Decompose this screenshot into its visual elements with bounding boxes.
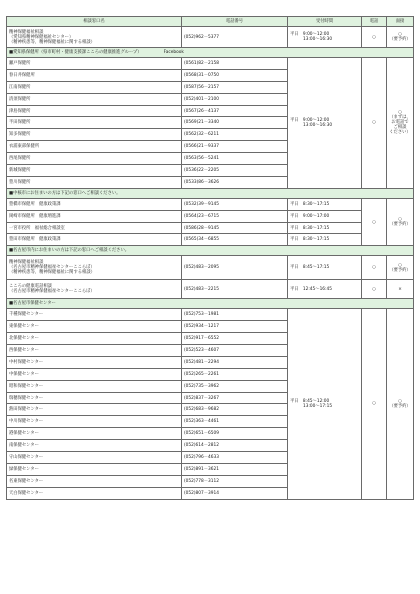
office-name-cell: 東保健センター — [7, 321, 182, 333]
office-name-cell: 港保健センター — [7, 428, 182, 440]
hours-cell — [288, 27, 362, 48]
hours-cell: 平日 8:30～17:15 — [288, 234, 362, 246]
office-name-cell: 守山保健センター — [7, 452, 182, 464]
visit-note: （要予約） — [389, 267, 411, 273]
visit-note: （要予約） — [389, 222, 411, 228]
phone-cell: (0566)21－9337 — [182, 141, 288, 153]
phone-cell: (052)735－3962 — [182, 380, 288, 392]
office-name-cell: 南保健センター — [7, 440, 182, 452]
visit-note: ください） — [389, 130, 411, 136]
phone-cell: (0569)21－3340 — [182, 117, 288, 129]
phone-cell: (0586)28－9145 — [182, 222, 288, 234]
phone-cell: (0587)56－2157 — [182, 81, 288, 93]
phone-cell: (052)483－2095 — [182, 256, 288, 280]
hours-cell — [288, 58, 362, 189]
office-name-line: （精神疾患等、精神保健福祉に関する相談） — [9, 270, 95, 276]
visit-mark: ○ — [398, 110, 402, 116]
visit-cell: × — [387, 280, 414, 299]
office-name-line: 精神保健福祉相談 — [9, 29, 44, 35]
hours-cell: 平日 8:30～17:15 — [288, 222, 362, 234]
office-name-cell: 名東保健センター — [7, 475, 182, 487]
office-name-cell: 清須保健所 — [7, 93, 182, 105]
office-name-cell: 緑保健センター — [7, 463, 182, 475]
phone-cell: (052)683－9682 — [182, 404, 288, 416]
office-name-cell: 半田保健所 — [7, 117, 182, 129]
consultation-table — [6, 16, 414, 500]
phone-cell: (052)523－4607 — [182, 345, 288, 357]
office-name-cell: 岡崎市保健所 健康増進課 — [7, 210, 182, 222]
phone-cell: (0564)23－6715 — [182, 210, 288, 222]
section-header-prefecture — [7, 48, 414, 58]
visit-note: （まずは、 — [389, 115, 411, 121]
hours-line: 平日 8:45～12:00 — [290, 398, 330, 404]
phone-cell: (052)962－5377 — [182, 27, 288, 48]
office-name-cell — [7, 256, 182, 280]
phone-cell: (052)807－3914 — [182, 487, 288, 499]
hours-cell: 平日 9:00～17:00 — [288, 210, 362, 222]
visit-mark: ○ — [398, 262, 402, 268]
phone-cell: (052)651－6509 — [182, 428, 288, 440]
visit-mark: ○ — [398, 32, 402, 37]
col-header-phone: 電話番号 — [182, 17, 288, 27]
phone-cell: (052)891－3621 — [182, 463, 288, 475]
office-name-cell: 新城保健所 — [7, 165, 182, 177]
phone-cell: (052)796－4633 — [182, 452, 288, 464]
phone-cell: (0562)32－6211 — [182, 129, 288, 141]
visit-note: （要予約） — [389, 403, 411, 409]
office-name-cell: 春日井保健所 — [7, 69, 182, 81]
visit-mark: ○ — [398, 217, 402, 223]
tel-cell: ○ — [362, 309, 387, 499]
visit-note: （要予約） — [389, 37, 411, 42]
office-name-cell: 中川保健センター — [7, 416, 182, 428]
phone-cell: (052)265－2261 — [182, 368, 288, 380]
col-header-office: 相談窓口名 — [7, 17, 182, 27]
visit-cell — [387, 256, 414, 280]
office-name-cell: 北保健センター — [7, 333, 182, 345]
hours-cell — [288, 309, 362, 499]
hours-line: 13:00～16:30 — [303, 122, 333, 128]
phone-cell: (052)837－3267 — [182, 392, 288, 404]
visit-mark: ○ — [398, 398, 402, 404]
phone-cell: (052)917－6552 — [182, 333, 288, 345]
office-name-line: （名古屋市精神保健福祉センターここらぼ） — [9, 265, 95, 271]
tel-cell: ○ — [362, 198, 387, 246]
office-name-cell: 津島保健所 — [7, 105, 182, 117]
hours-cell: 平日 8:30～17:15 — [288, 198, 362, 210]
visit-cell — [387, 58, 414, 189]
office-name-cell: 中村保健センター — [7, 356, 182, 368]
tel-cell: ○ — [362, 280, 387, 299]
col-header-hours: 受付時間 — [288, 17, 362, 27]
office-name-line: （名古屋市精神保健福祉センターここらぼ） — [9, 289, 95, 295]
hours-line: 平日 9:00～12:00 — [290, 117, 330, 123]
office-name-cell: 千種保健センター — [7, 309, 182, 321]
office-name-cell: 知多保健所 — [7, 129, 182, 141]
hours-line: 平日 9:00～12:00 — [290, 32, 330, 37]
col-header-tel: 電話 — [362, 17, 387, 27]
phone-cell: (052)934－1217 — [182, 321, 288, 333]
office-name-line: （愛知県精神保健福祉センター） — [9, 34, 74, 40]
section-header-health-centers: ■名古屋市保健センター — [7, 299, 414, 309]
phone-cell: (052)401－2100 — [182, 93, 288, 105]
section-title: ■愛知県保健所（県市町村・健康支援課こころの健康推進グループ） — [9, 50, 142, 55]
hours-cell: 平日 12:45～16:45 — [288, 280, 362, 299]
section-header-nagoya: ■名古屋市内にお住まいの方は下記の窓口へご相談ください。 — [7, 246, 414, 256]
office-name-cell: 一宮市役所 福祉総合相談室 — [7, 222, 182, 234]
phone-cell: (0536)22－2205 — [182, 165, 288, 177]
facebook-link[interactable]: Facebook — [163, 50, 184, 55]
office-name-line: こころの健康電話相談 — [9, 284, 52, 290]
office-name-cell: 豊川保健所 — [7, 176, 182, 188]
col-header-visit: 面接 — [387, 17, 414, 27]
tel-cell: ○ — [362, 256, 387, 280]
office-name-cell: 豊橋市保健所 健康政策課 — [7, 198, 182, 210]
visit-cell — [387, 27, 414, 48]
phone-cell: (0563)56－5241 — [182, 153, 288, 165]
office-name-cell: 衣浦東部保健所 — [7, 141, 182, 153]
phone-cell: (0568)31－0750 — [182, 69, 288, 81]
phone-cell: (0567)26－4137 — [182, 105, 288, 117]
office-name-cell: 西保健センター — [7, 345, 182, 357]
phone-cell: (052)481－2294 — [182, 356, 288, 368]
office-name-cell: 西尾保健所 — [7, 153, 182, 165]
visit-cell — [387, 198, 414, 246]
tel-cell: ○ — [362, 58, 387, 189]
visit-note: ご相談 — [393, 125, 407, 131]
hours-cell: 平日 8:45～17:15 — [288, 256, 362, 280]
office-name-cell: 瀬戸保健所 — [7, 58, 182, 70]
hours-line: 13:00～16:30 — [303, 37, 333, 42]
hours-line: 13:00～17:15 — [303, 403, 333, 409]
phone-cell: (052)778－3112 — [182, 475, 288, 487]
office-name-line: 精神保健福祉相談 — [9, 260, 44, 266]
office-name-line: （精神疾患等、精神保健福祉に関する相談） — [9, 39, 95, 45]
phone-cell: (052)363－4461 — [182, 416, 288, 428]
phone-cell: (0561)82－2158 — [182, 58, 288, 70]
phone-cell: (052)483－2215 — [182, 280, 288, 299]
office-name-cell — [7, 280, 182, 299]
section-header-core-city: ■中核市にお住まいの方は下記の窓口へご相談ください。 — [7, 188, 414, 198]
office-name-cell: 昭和保健センター — [7, 380, 182, 392]
phone-cell: (052)614－2812 — [182, 440, 288, 452]
office-name-cell — [7, 27, 182, 48]
office-name-cell: 熱田保健センター — [7, 404, 182, 416]
visit-cell — [387, 309, 414, 499]
office-name-cell: 中保健センター — [7, 368, 182, 380]
visit-note: お電話で — [391, 120, 409, 126]
phone-cell: (0533)86－3626 — [182, 176, 288, 188]
phone-cell: (0565)34－6855 — [182, 234, 288, 246]
office-name-cell: 江南保健所 — [7, 81, 182, 93]
tel-cell: ○ — [362, 27, 387, 48]
office-name-cell: 豊田市保健所 健康政策課 — [7, 234, 182, 246]
office-name-cell: 天白保健センター — [7, 487, 182, 499]
office-name-cell: 瑞穂保健センター — [7, 392, 182, 404]
phone-cell: (0532)39－9145 — [182, 198, 288, 210]
phone-cell: (052)753－1981 — [182, 309, 288, 321]
